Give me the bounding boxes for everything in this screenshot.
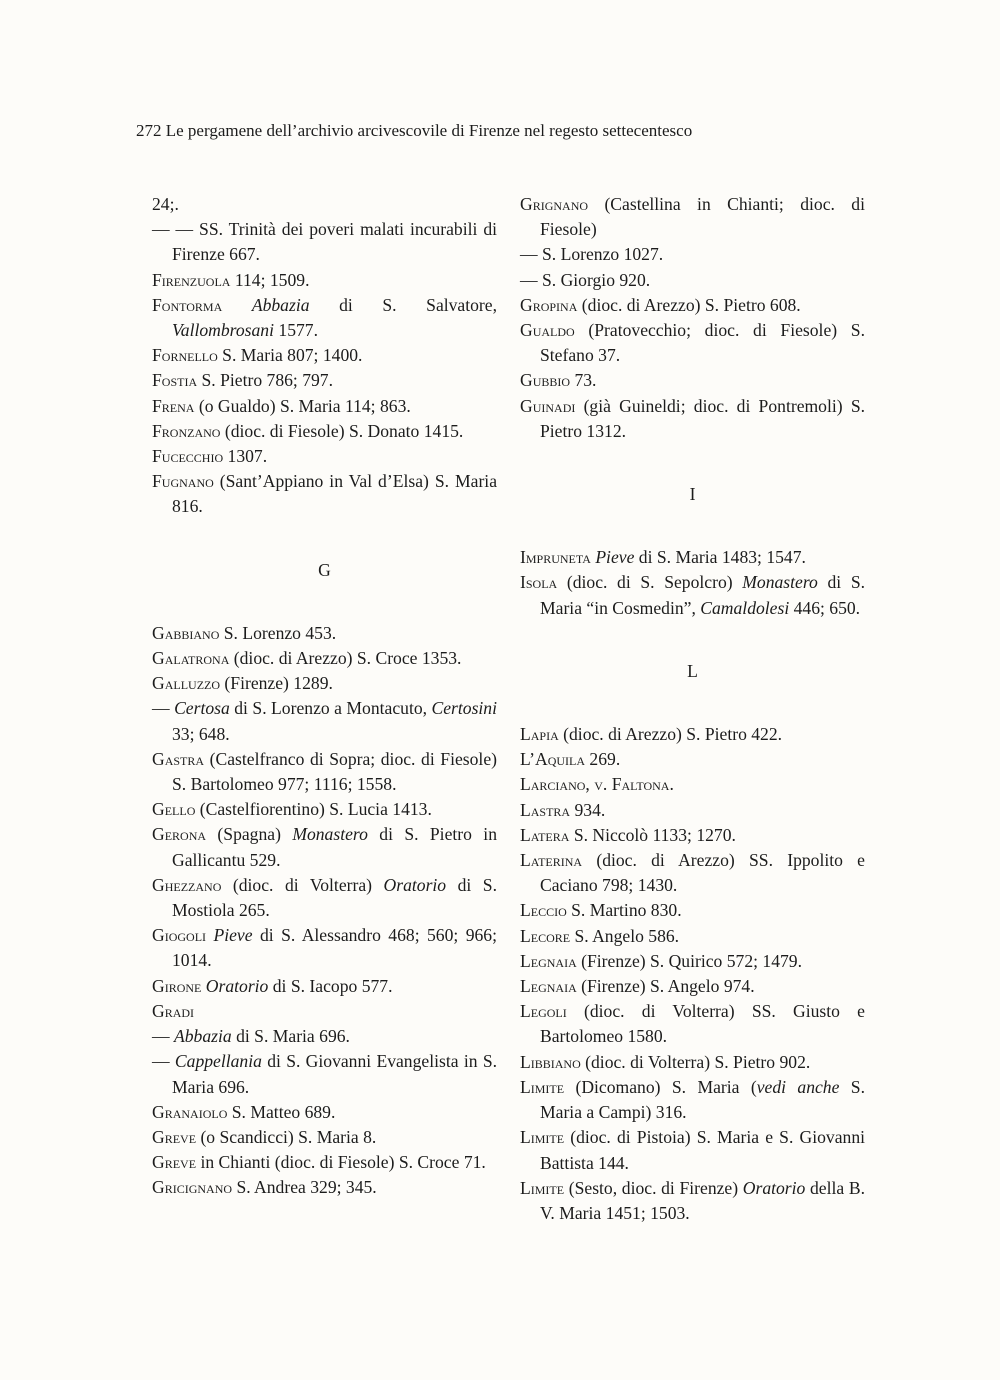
place-name: Gabbiano <box>152 622 220 643</box>
index-entry: 24;. <box>152 194 179 214</box>
place-name: Legoli <box>520 1001 567 1022</box>
index-entry: Lapia (dioc. di Arezzo) S. Pietro 422. <box>520 724 783 745</box>
index-entry: Latera S. Niccolò 1133; 1270. <box>520 824 736 845</box>
place-name: Isola <box>520 572 558 593</box>
index-entry: Gerona (Spagna) Monastero di S. Pietro in Gallicantu 529. <box>152 824 497 870</box>
running-head: 272 Le pergamene dell’archivio arcivescovile di Firenze nel regesto settecentesco <box>136 121 693 140</box>
index-entry: Gropina (dioc. di Arezzo) S. Pietro 608. <box>520 294 801 315</box>
index-entry: Limite (Dicomano) S. Maria (vedi anche S. Maria a Campi) 316. <box>520 1076 865 1123</box>
index-entry: Gualdo (Pratovecchio; dioc. di Fiesole) S. Stefano 37. <box>520 320 865 366</box>
index-entry: Impruneta Pieve di S. Maria 1483; 1547. <box>520 547 806 568</box>
place-name: Lapia <box>520 724 559 745</box>
place-name: Ghezzano <box>152 874 222 895</box>
index-entry: Laterina (dioc. di Arezzo) SS. Ippolito e Caciano 798; 1430. <box>520 850 865 896</box>
index-entry: Gubbio 73. <box>520 370 597 391</box>
place-name: Fostia <box>152 370 198 391</box>
place-name: Legnaia <box>520 976 577 997</box>
place-name: Limite <box>520 1177 565 1198</box>
place-name: Gualdo <box>520 320 575 341</box>
place-name: Granaiolo <box>152 1101 228 1122</box>
index-entry: Ghezzano (dioc. di Volterra) Oratorio di S. Mostiola 265. <box>152 874 497 921</box>
place-name: Fugnano <box>152 471 214 492</box>
place-name: Galatrona <box>152 648 230 669</box>
index-entry: Gabbiano S. Lorenzo 453. <box>152 622 337 643</box>
index-entry <box>152 999 497 1024</box>
index-entry: Fronzano (dioc. di Fiesole) S. Donato 1415. <box>152 420 464 441</box>
section-letter-i: I <box>689 484 696 505</box>
index-entry: — Cappellania di S. Giovanni Evangelista in S. Maria 696. <box>152 1051 497 1097</box>
place-name: Larciano <box>520 774 586 795</box>
index-entry: Gricignano S. Andrea 329; 345. <box>152 1177 377 1198</box>
index-entry: Greve (o Scandicci) S. Maria 8. <box>152 1126 377 1147</box>
place-name: Fornello <box>152 345 218 366</box>
place-name: Laterina <box>520 850 583 871</box>
index-entry: Larciano, v. Faltona. <box>520 774 674 795</box>
place-name: Gropina <box>520 294 578 315</box>
place-name: Gello <box>152 799 196 820</box>
place-name: Libbiano <box>520 1051 581 1072</box>
index-entry: Lastra 934. <box>520 799 606 820</box>
place-name: Limite <box>520 1127 565 1148</box>
section-letter-g: G <box>318 559 331 580</box>
place-name: Gricignano <box>152 1177 233 1198</box>
place-name: Impruneta <box>520 547 591 568</box>
index-entry: Legnaia (Firenze) S. Angelo 974. <box>520 976 755 997</box>
index-entry: Fontorma Abbazia di S. Salvatore, Vallombrosani 1577. <box>152 294 497 341</box>
place-name: Gradi <box>152 1000 195 1021</box>
index-entry: L’Aquila 269. <box>520 749 621 770</box>
index-entry: Limite (dioc. di Pistoia) S. Maria e S. Giovanni Battista 144. <box>520 1127 865 1173</box>
place-name: Gubbio <box>520 370 571 391</box>
place-name: Legnaia <box>520 950 577 971</box>
place-name: Girone <box>152 975 202 996</box>
place-name: Greve <box>152 1152 197 1173</box>
place-name: Gastra <box>152 748 205 769</box>
place-name: Lastra <box>520 799 571 820</box>
place-name: Galluzzo <box>152 673 221 694</box>
index-entry: Leccio S. Martino 830. <box>520 900 682 921</box>
place-name: Fucecchio <box>152 446 224 467</box>
index-entry: — S. Lorenzo 1027. <box>520 244 664 265</box>
index-entry: Girone Oratorio di S. Iacopo 577. <box>152 975 393 996</box>
index-entry: Galatrona (dioc. di Arezzo) S. Croce 1353. <box>152 648 462 669</box>
place-name: Frena <box>152 395 195 416</box>
index-entry: Limite (Sesto, dioc. di Firenze) Oratorio della B. V. Maria 1451; 1503. <box>520 1177 865 1223</box>
place-name: Faltona <box>611 774 670 795</box>
index-entry: Lecore S. Angelo 586. <box>520 925 680 946</box>
place-name: Fontorma <box>152 294 223 315</box>
index-entry: Firenzuola 114; 1509. <box>152 269 310 290</box>
place-name: Firenzuola <box>152 269 231 290</box>
index-entry: Granaiolo S. Matteo 689. <box>152 1101 336 1122</box>
index-entry: Gastra (Castelfranco di Sopra; dioc. di Fiesole) S. Bartolomeo 977; 1116; 1558. <box>152 748 497 795</box>
right-column <box>520 192 865 1226</box>
index-entry: — Abbazia di S. Maria 696. <box>152 1026 350 1047</box>
index-entry: Fornello S. Maria 807; 1400. <box>152 345 363 366</box>
place-name: Greve <box>152 1126 197 1147</box>
index-entry: Legoli (dioc. di Volterra) SS. Giusto e Bartolomeo 1580. <box>520 1001 865 1047</box>
index-entry: Greve in Chianti (dioc. di Fiesole) S. Croce 71. <box>152 1152 486 1173</box>
index-entry: — Certosa di S. Lorenzo a Montacuto, Certosini 33; 648. <box>152 698 497 744</box>
section-letter-l: L <box>687 660 698 681</box>
index-entry: Isola (dioc. di S. Sepolcro) Monastero di S. Maria “in Cosmedin”, Camaldolesi 446; 650. <box>520 572 865 618</box>
index-entry: Giogoli Pieve di S. Alessandro 468; 560; 966; 1014. <box>152 925 497 971</box>
index-entry: Grignano (Castellina in Chianti; dioc. di Fiesole) <box>520 194 865 240</box>
index-entry: Frena (o Gualdo) S. Maria 114; 863. <box>152 395 411 416</box>
place-name: Limite <box>520 1076 565 1097</box>
place-name: Guinadi <box>520 395 576 416</box>
place-name: Gerona <box>152 824 207 845</box>
place-name: Leccio <box>520 900 567 921</box>
index-entry: Legnaia (Firenze) S. Quirico 572; 1479. <box>520 950 803 971</box>
place-name: Latera <box>520 824 570 845</box>
index-entry: Fucecchio 1307. <box>152 446 268 467</box>
place-name: Grignano <box>520 194 589 214</box>
index-entry: Galluzzo (Firenze) 1289. <box>152 673 333 694</box>
index-entry: Fostia S. Pietro 786; 797. <box>152 370 333 391</box>
index-entry: Libbiano (dioc. di Volterra) S. Pietro 902. <box>520 1051 811 1072</box>
place-name: Lecore <box>520 925 571 946</box>
index-entry: — S. Giorgio 920. <box>520 269 651 290</box>
place-name: Giogoli <box>152 925 207 946</box>
index-entry: Guinadi (già Guineldi; dioc. di Pontremoli) S. Pietro 1312. <box>520 395 865 441</box>
index-entry: Gello (Castelfiorentino) S. Lucia 1413. <box>152 799 432 820</box>
place-name: Fronzano <box>152 420 221 441</box>
left-column <box>152 192 497 1201</box>
index-entry: — — SS. Trinità dei poveri malati incurabili di Firenze 667. <box>152 219 497 265</box>
place-name: Aquila <box>535 749 586 770</box>
index-entry: Fugnano (Sant’Appiano in Val d’Elsa) S. Maria 816. <box>152 471 497 517</box>
